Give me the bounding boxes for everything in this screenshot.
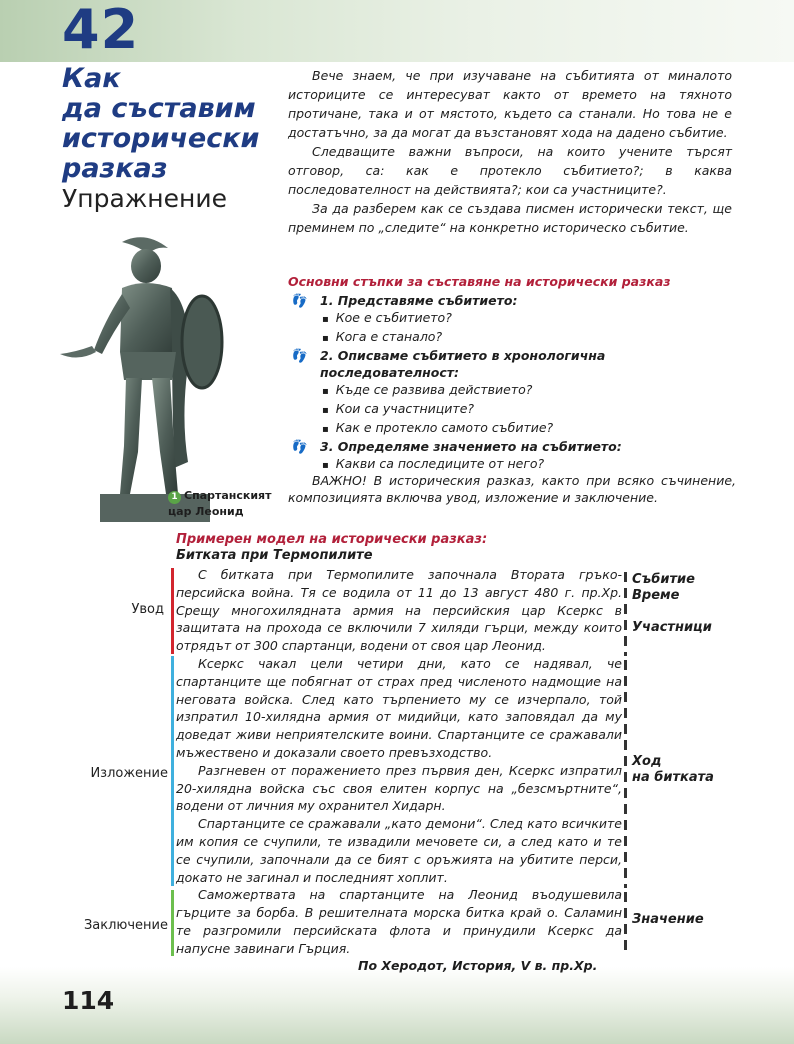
model-subheading: Битката при Термопилите: [176, 548, 373, 563]
side-label-event: Събитие: [632, 572, 695, 587]
side-label-course: Ход: [632, 754, 662, 769]
important-note: ВАЖНО! В историческия разказ, както при всяко съчинение, композицията включва увод, изложение и заключение.: [288, 473, 736, 505]
side-label-course: на битката: [632, 770, 714, 785]
step-title: [290, 438, 736, 455]
title-line: разказ: [62, 153, 168, 184]
intro-paragraph: Следващите важни въпроси, на които учените търсят отговор, са: как е протекло събитието?; в каква последователност на действията?; кои са участниците?.: [288, 144, 732, 197]
figure-number-badge: 1: [168, 491, 181, 504]
intro-bar: [171, 568, 174, 654]
story-paragraph: Спартанците се сражавали „като демони“. След като всичките им копия се счупили, те извадили мечовете си, а след като и те се счупили, започнали да се бият с оръжията на убитите перси, докато не загинал и последният хоплит.: [176, 816, 622, 885]
step-title-text: 1. Представяме събитието:: [320, 293, 518, 308]
margin-dashes: [624, 660, 627, 888]
margin-dashes: [624, 892, 627, 954]
steps-heading: Основни стъпки за съставяне на исторически разказ: [288, 274, 671, 289]
story-paragraph: Разгневен от поражението през първия ден, Ксеркс изпратил 20-хилядна войска със своя елитен корпус на „безсмъртните“, водени от личния му охранител Хидарн.: [176, 762, 622, 814]
footprints-icon: 👣: [290, 294, 307, 309]
step-question: ▪ Как е протекло самото събитие?: [290, 419, 736, 438]
step-title: [290, 347, 736, 381]
chapter-number: 42: [62, 0, 140, 61]
title-line: Как: [62, 63, 121, 94]
leonidas-statue-image: [60, 232, 238, 522]
story-paragraph: С битката при Термопилите започнала Втората гръко-персийска война. Тя се водила от 11 до 13 август 480 г. пр.Хр. Срещу многохилядната армия на персийския цар Ксеркс в защитата на прохода се включили 7 хиляди гърци, между които отрядът от 300 спартанци, водени от своя цар Леонид.: [176, 567, 622, 654]
source-citation: По Херодот, История, V в. пр.Хр.: [358, 958, 598, 973]
lesson-subtitle: Упражнение: [62, 184, 227, 213]
footprints-icon: 👣: [290, 440, 307, 455]
steps-list: [290, 292, 736, 474]
step-question: ▪ Кога е станало?: [290, 328, 736, 347]
side-label-participants: Участници: [632, 620, 712, 635]
figure-caption-text: Спартанският цар Леонид: [168, 489, 272, 518]
footprints-icon: 👣: [290, 349, 307, 364]
step-question: ▪ Кои са участниците?: [290, 400, 736, 419]
step-title: [290, 292, 736, 309]
story-paragraph: Ксеркс чакал цели четири дни, като се надявал, че спартанците ще побягнат от страх пред численото надмощие на неговата войска. След като търпението му се изчерпало, той изпратил 10-хилядна армия от мидийци, като заповядал да му доведат живи неприятелските воини. Спартанците се сражавали мъжествено и доказали своето превъзходство.: [176, 655, 622, 760]
step-question: ▪ Кое е събитието?: [290, 309, 736, 328]
conclusion-label: Заключение: [83, 918, 168, 933]
body-bar: [171, 656, 174, 886]
step-question: ▪ Къде се развива действието?: [290, 381, 736, 400]
step-question: ▪ Какви са последиците от него?: [290, 455, 736, 474]
model-heading: Примерен модел на исторически разказ:: [176, 532, 488, 547]
story-text: [176, 566, 622, 958]
bottom-band: [0, 967, 794, 1044]
lesson-title: [62, 64, 277, 184]
intro-paragraph: Вече знаем, че при изучаване на събитията от миналото историците се интересуват както от времето на тяхното протичане, така и от мястото, където са станали. Но това не е достатъчно, за да могат да възстановят хода на дадено събитие.: [288, 68, 732, 140]
step-title-text: 3. Определяме значението на събитието:: [320, 439, 622, 454]
intro-paragraph: За да разберем как се създава писмен исторически текст, ще преминем по „следите“ на конкретно историческо събитие.: [288, 201, 732, 235]
intro-text: [288, 66, 732, 237]
body-label: Изложение: [90, 766, 168, 781]
intro-label: Увод: [131, 602, 164, 617]
side-label-significance: Значение: [632, 912, 704, 927]
side-label-time: Време: [632, 588, 680, 603]
title-line: да съставим: [62, 93, 256, 124]
step-title-text: 2. Описваме събитието в хронологична последователност:: [320, 348, 606, 380]
conclusion-bar: [171, 890, 174, 956]
page-number: 114: [62, 986, 115, 1015]
margin-dashes: [624, 572, 627, 656]
title-line: исторически: [62, 123, 260, 154]
story-paragraph: Саможертвата на спартанците на Леонид въодушевила гърците за борба. В решителната морска битка край о. Саламин те разгромили персийската флота и принудили Ксеркс да напусне завинаги Гърция.: [176, 887, 622, 956]
figure-caption: [168, 488, 288, 519]
